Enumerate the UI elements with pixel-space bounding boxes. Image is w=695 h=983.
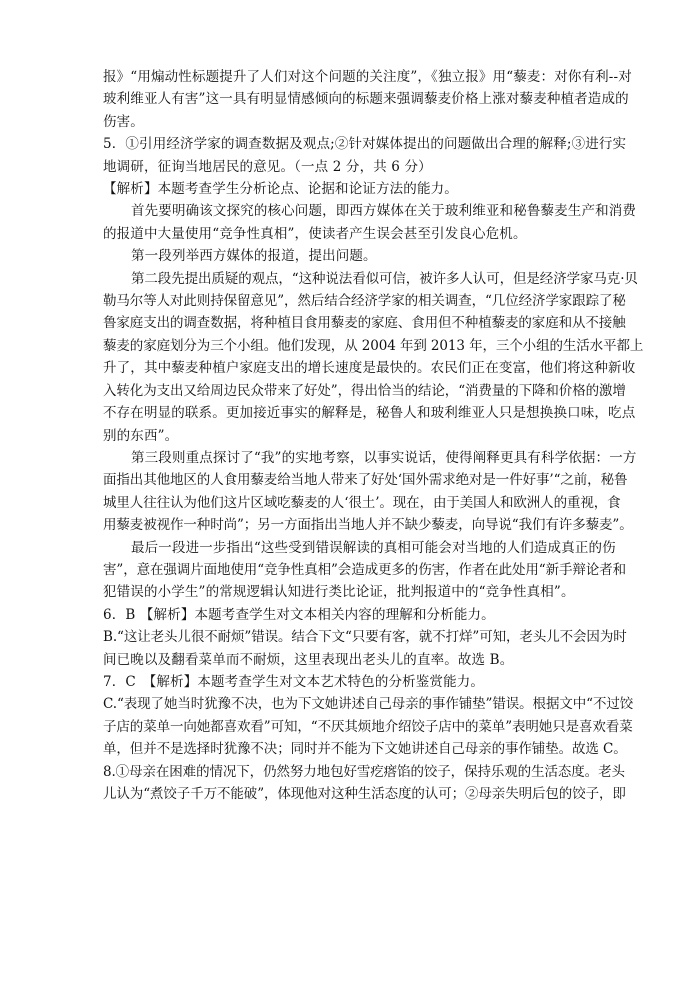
text-line-31: 单，但并不是选择时犹豫不决；同时并不能为下文她讲述自己母亲的事作铺垫。故选 C。 (103, 741, 627, 758)
text-line-13: 藜麦的家庭划分为三个小组。他们发现，从 2004 年到 2013 年，三个小组的生活水平都上 (103, 337, 644, 354)
text-line-12: 鲁家庭支出的调查数据，将种植目食用藜麦的家庭、食用但不种植藜麦的家庭和从不接触 (103, 315, 626, 332)
text-line-1: 报》“用煽动性标题提升了人们对这个问题的关注度”，《独立报》用“藜麦：对你有利--对 (103, 69, 632, 85)
analysis-heading-5: 【解析】本题考查学生分析论点、论据和论证方法的能力。 (103, 181, 458, 198)
text-line-11: 勒马尔等人对此则持保留意见”，然后结合经济学家的相关调查，“几位经济学家跟踪了秘 (103, 293, 626, 310)
text-line-5: 地调研，征询当地居民的意见。（一点 2 分，共 6 分） (103, 158, 432, 175)
text-line-24: 犯错误的小学生”的常规逻辑认知进行类比论证，批判报道中的“竞争性真相”。 (103, 584, 575, 601)
text-line-15: 入转化为支出又给周边民众带来了好处”，得出恰当的结论，“消费量的下降和价格的激增 (103, 382, 626, 399)
text-line-27: 间已晚以及翻看菜单而不耐烦，这里表现出老头儿的直率。故选 B。 (103, 651, 514, 668)
answer-7: 7．C 【解析】本题考查学生对文本艺术特色的分析鉴赏能力。 (103, 673, 485, 690)
answer-8: 8.①母亲在困难的情况下，仍然努力地包好雪疙瘩馅的饺子，保持乐观的生活态度。老头 (103, 763, 625, 780)
text-line-21: 用藜麦被视作一种时尚”；另一方面指出当地人并不缺少藜麦，向导说“我们有许多藜麦”。 (103, 517, 633, 534)
paragraph-second-section: 第二段先提出质疑的观点，“这种说法看似可信，被许多人认可，但是经济学家马克·贝 (131, 270, 638, 287)
text-line-3: 伤害。 (103, 113, 144, 130)
paragraph-last-section: 最后一段进一步指出“这些受到错误解读的真相可能会对当地的人们造成真正的伤 (131, 539, 616, 556)
text-line-16: 不存在明显的联系。更加接近事实的解释是，秘鲁人和玻利维亚人只是想换换口味，吃点 (103, 405, 636, 422)
text-line-29: C.“表现了她当时犹豫不决，也为下文她讲述自己母亲的事作铺垫”错误。根据文中“不过饺 (103, 696, 634, 713)
text-line-19: 面指出其他地区的人食用藜麦给当地人带来了好处‘国外需求绝对是一件好事’“之前，秘鲁 (103, 472, 628, 489)
text-line-14: 升了，其中藜麦种植户家庭支出的增长速度是最快的。农民们正在变富，他们将这种新收 (103, 360, 636, 377)
text-line-8: 的报道中大量使用“竞争性真相”，使读者产生误会甚至引发良心危机。 (103, 225, 527, 242)
document-body (103, 66, 644, 805)
text-line-30: 子店的菜单一向她都喜欢看”可知，“不厌其烦地介绍饺子店中的菜单”表明她只是喜欢看菜 (103, 718, 633, 735)
text-line-26: B.“这让老头儿很不耐烦”错误。结合下文“只要有客，就不打烊”可知，老头儿不会因为时 (103, 629, 627, 646)
text-line-33: 儿认为“煮饺子千万不能破”，体现他对这种生活态度的认可；②母亲失明后包的饺子，即 (103, 786, 626, 802)
answer-5: 5．①引用经济学家的调查数据及观点;②针对媒体提出的问题做出合理的解释;③进行实 (103, 136, 627, 153)
paragraph-third-section: 第三段则重点探讨了“我”的实地考察，以事实说话，使得阐释更具有科学依据：一方 (131, 449, 637, 466)
text-line-17: 别的东西”。 (103, 427, 179, 444)
paragraph-first-section: 第一段列举西方媒体的报道，提出问题。 (131, 248, 377, 265)
answer-6: 6．B 【解析】本题考查学生对文本相关内容的理解和分析能力。 (103, 606, 495, 623)
text-line-2: 玻利维亚人有害”这一具有明显情感倾向的标题来强调藜麦价格上涨对藜麦种植者造成的 (103, 91, 629, 108)
text-line-23: 害”，意在强调片面地使用“竞争性真相”会造成更多的伤害，作者在此处用“新手辩论者和 (103, 561, 627, 578)
paragraph-core-issue: 首先要明确该文探究的核心问题，即西方媒体在关于玻利维亚和秘鲁藜麦生产和消费 (131, 203, 637, 220)
text-line-20: 城里人往往认为他们这片区域吃藜麦的人‘很土’。现在，由于美国人和欧洲人的重视，食 (103, 494, 621, 511)
